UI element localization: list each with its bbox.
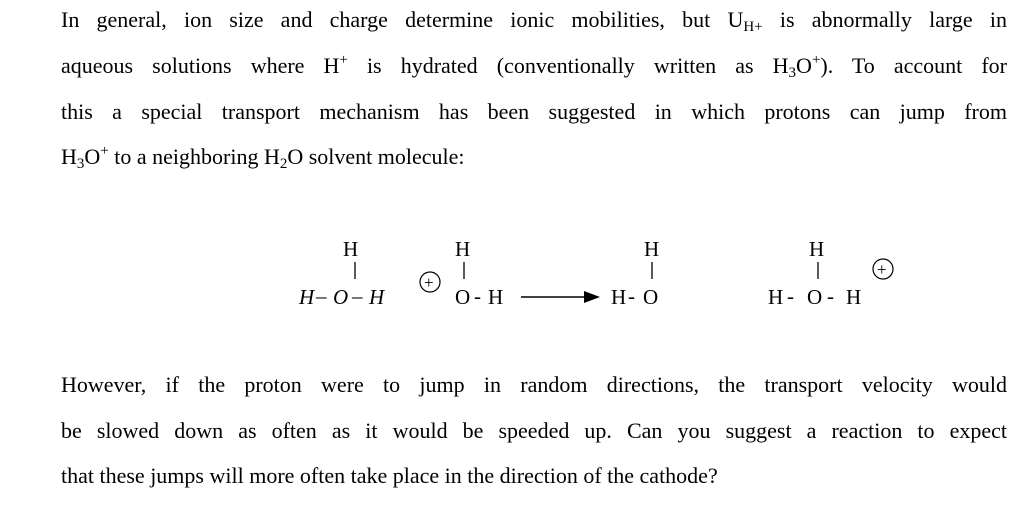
- product1-bond: -: [628, 284, 635, 308]
- p1l2-sup1: +: [339, 52, 348, 68]
- p1l2-sup2: +: [811, 52, 821, 68]
- product1-o: O: [643, 285, 659, 309]
- p1l4-sub1: 3: [76, 156, 85, 172]
- p1l2-part2: is hydrated (conventionally written as H: [347, 53, 789, 78]
- product2-h-left: H: [768, 285, 784, 309]
- reactant-bond-1: –: [316, 284, 327, 308]
- paragraph2-line1: However, if the proton were to jump in random directions, the transport velocity would: [61, 372, 1007, 397]
- product2-h-right: H: [846, 285, 862, 309]
- reactant-h-end: H: [488, 285, 504, 309]
- p1l4-part2: O: [84, 144, 101, 169]
- paragraph2-line2: be slowed down as often as it would be speeded up. Can you suggest a reaction to expect: [61, 418, 1007, 443]
- product2-o: O: [807, 285, 823, 309]
- product2-bond-1: -: [787, 284, 794, 308]
- p1l4-part4: O solvent molecule:: [287, 144, 465, 169]
- paragraph1-line1-text-b: is abnormally large in: [762, 7, 1007, 32]
- mobility-subscript: H+: [743, 19, 763, 35]
- reactant-h-right: H: [369, 285, 385, 309]
- paragraph1-line3: this a special transport mechanism has been suggested in which protons can jump from: [61, 99, 1007, 124]
- reactant-top-h-1: H: [343, 237, 359, 261]
- p1l4-part3: to a neighboring H: [108, 144, 280, 169]
- p1l2-part1: aqueous solutions where H: [61, 53, 340, 78]
- product2-top-h: H: [809, 237, 825, 261]
- product2-bond-2: -: [827, 284, 834, 308]
- p1l4-sup1: +: [100, 143, 109, 159]
- positive-charge-sign-2: +: [877, 260, 887, 279]
- p1l4-sub2: 2: [279, 156, 288, 172]
- reaction-arrow-icon: [584, 291, 600, 303]
- p1l2-part3: O: [796, 53, 812, 78]
- product1-h: H: [611, 285, 627, 309]
- reactant-top-h-2: H: [455, 237, 471, 261]
- reactant-o-1: O: [333, 285, 349, 309]
- p1l2-sub1: 3: [788, 65, 797, 81]
- positive-charge-sign-1: +: [424, 273, 434, 292]
- product1-top-h: H: [644, 237, 660, 261]
- reactant-bond-3: -: [474, 284, 481, 308]
- reactant-h-left: H: [299, 285, 315, 309]
- paragraph1-line1-text-a: In general, ion size and charge determine ionic mobilities, but U: [61, 7, 744, 32]
- p1l4-part1: H: [61, 144, 77, 169]
- p1l2-part4: ). To account for: [820, 53, 1008, 78]
- paragraph2-line3: that these jumps will more often take place in the direction of the cathode?: [61, 463, 718, 488]
- reactant-o-2: O: [455, 285, 471, 309]
- reactant-bond-2: –: [352, 284, 363, 308]
